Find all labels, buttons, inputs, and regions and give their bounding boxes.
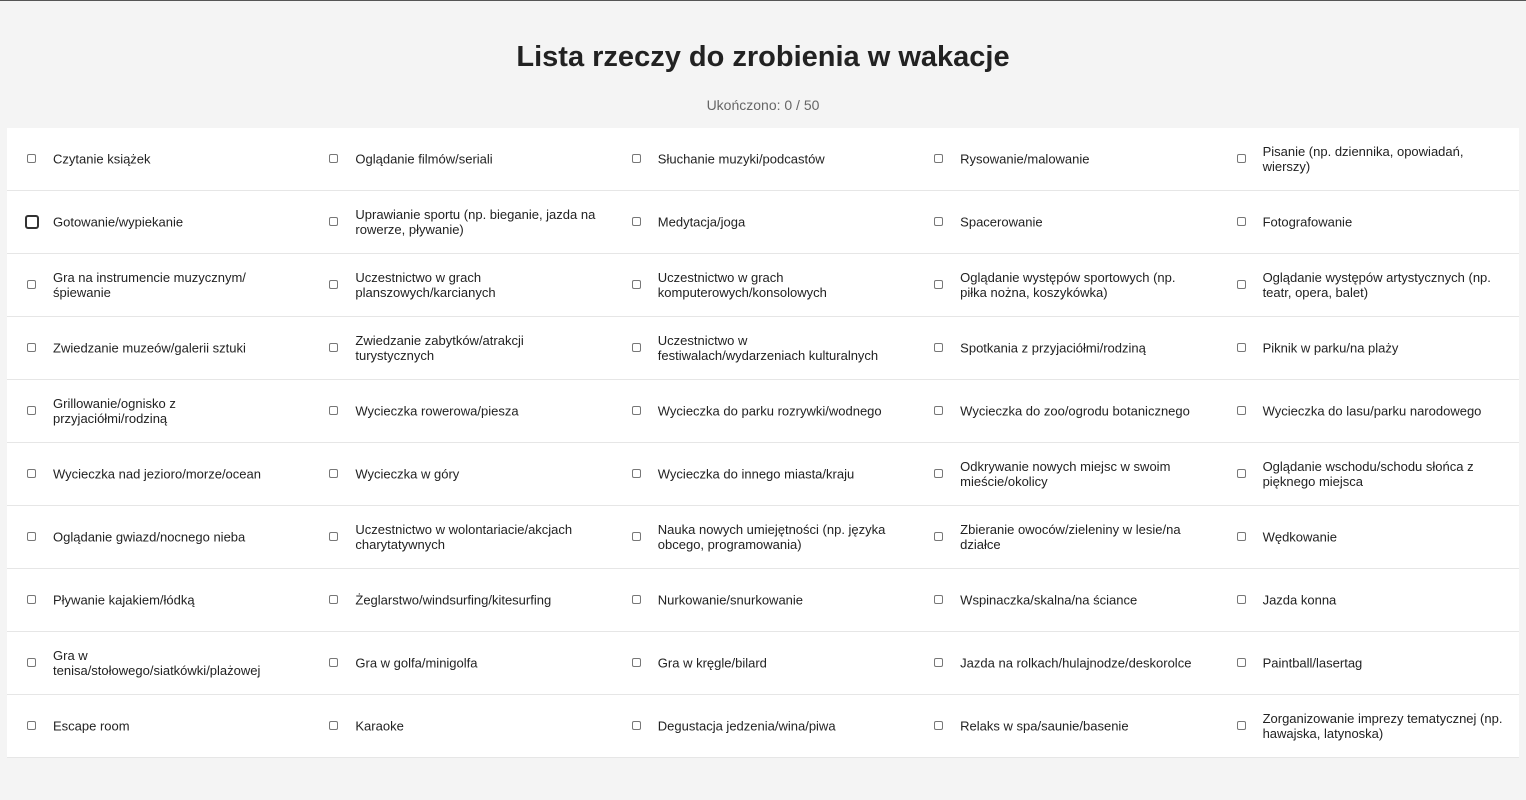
checkbox[interactable] [25,215,39,229]
list-item[interactable] [309,380,611,442]
table-row [7,128,1519,191]
list-item[interactable] [1217,695,1519,757]
checkbox[interactable] [329,217,338,226]
progress-counter: Ukończono: 0 / 50 [706,97,820,113]
table-row [7,632,1519,695]
checkbox[interactable] [1237,469,1246,478]
list-item[interactable] [914,191,1216,253]
list-item[interactable] [309,695,611,757]
checkbox[interactable] [632,721,641,730]
list-item[interactable] [7,380,309,442]
list-item[interactable] [612,443,914,505]
list-item-label: Wędkowanie [1262,529,1337,545]
list-item[interactable] [1217,317,1519,379]
checkbox[interactable] [329,658,338,667]
list-item-label: Nauka nowych umiejętności (np. języka obcego, programowania) [657,522,886,552]
list-item-label: Wycieczka rowerowa/piesza [355,403,519,419]
list-item-label: Odkrywanie nowych miejsc w swoim mieście/okolicy [960,459,1171,489]
list-item-label: Gra w kręgle/bilard [657,655,767,671]
list-item[interactable] [7,128,309,190]
checkbox[interactable] [329,469,338,478]
checkbox[interactable] [632,343,641,352]
checkbox[interactable] [1237,721,1246,730]
list-item[interactable] [914,254,1216,316]
checkbox[interactable] [934,469,943,478]
list-item[interactable] [309,317,611,379]
list-item[interactable] [1217,254,1519,316]
list-item[interactable] [309,191,611,253]
checkbox[interactable] [329,595,338,604]
list-item[interactable] [612,569,914,631]
checkbox[interactable] [632,469,641,478]
table-row [7,380,1519,443]
list-item-label: Pisanie (np. dziennika, opowiadań, wierszy) [1262,144,1464,174]
list-item-label: Medytacja/joga [657,214,746,230]
checkbox[interactable] [1237,154,1246,163]
list-item-label: Wycieczka do zoo/ogrodu botanicznego [960,403,1190,419]
checkbox[interactable] [1237,532,1246,541]
checkbox[interactable] [329,343,338,352]
list-item-label: Żeglarstwo/windsurfing/kitesurfing [355,592,552,608]
checkbox[interactable] [632,658,641,667]
list-item-label: Zorganizowanie imprezy tematycznej (np. hawajska, latynoska) [1262,711,1503,741]
table-row [7,443,1519,506]
list-item[interactable] [1217,443,1519,505]
list-item-label: Spotkania z przyjaciółmi/rodziną [960,340,1146,356]
list-item[interactable] [1217,632,1519,694]
list-item[interactable] [7,317,309,379]
list-item-label: Uprawianie sportu (np. bieganie, jazda na rowerze, pływanie) [355,207,596,237]
list-item-label: Wycieczka do parku rozrywki/wodnego [657,403,882,419]
list-item-label: Czytanie książek [53,151,151,167]
list-item[interactable] [914,443,1216,505]
checkbox[interactable] [1237,406,1246,415]
checkbox[interactable] [27,532,36,541]
checkbox[interactable] [934,280,943,289]
list-item-label: Jazda konna [1262,592,1337,608]
list-item-label: Paintball/lasertag [1262,655,1363,671]
list-item-label: Wycieczka nad jezioro/morze/ocean [53,466,261,482]
list-item[interactable] [914,695,1216,757]
table-row [7,191,1519,254]
list-item[interactable] [914,128,1216,190]
list-item-label: Piknik w parku/na plaży [1262,340,1399,356]
list-item-label: Uczestnictwo w festiwalach/wydarzeniach kulturalnych [657,333,879,363]
page-title: Lista rzeczy do zrobienia w wakacje [516,41,1010,73]
list-item[interactable] [612,380,914,442]
list-item[interactable] [309,443,611,505]
list-item[interactable] [1217,506,1519,568]
todo-list [7,128,1519,758]
checkbox[interactable] [1237,280,1246,289]
list-item-label: Wycieczka do innego miasta/kraju [657,466,855,482]
list-item-label: Oglądanie wschodu/schodu słońca z pięknego miejsca [1262,459,1474,489]
checkbox[interactable] [1237,658,1246,667]
list-item[interactable] [7,569,309,631]
checkbox[interactable] [632,595,641,604]
list-item[interactable] [914,569,1216,631]
list-item-label: Wycieczka w góry [355,466,460,482]
checkbox[interactable] [27,154,36,163]
list-item-label: Uczestnictwo w grach komputerowych/konsolowych [657,270,827,300]
list-item-label: Wycieczka do lasu/parku narodowego [1262,403,1482,419]
table-row [7,317,1519,380]
list-item-label: Jazda na rolkach/hulajnodze/deskorolce [960,655,1192,671]
list-item-label: Spacerowanie [960,214,1043,230]
checkbox[interactable] [934,532,943,541]
list-item-label: Zwiedzanie muzeów/galerii sztuki [53,340,246,356]
list-item-label: Nurkowanie/snurkowanie [657,592,804,608]
list-item[interactable] [7,254,309,316]
list-item[interactable] [7,632,309,694]
list-item[interactable] [7,191,309,253]
list-item[interactable] [612,254,914,316]
checkbox[interactable] [632,280,641,289]
table-row [7,569,1519,632]
list-item-label: Gra w golfa/minigolfa [355,655,478,671]
list-item-label: Oglądanie filmów/seriali [355,151,493,167]
checkbox[interactable] [329,406,338,415]
checkbox[interactable] [27,721,36,730]
list-item-label: Gotowanie/wypiekanie [53,214,184,230]
list-item[interactable] [309,506,611,568]
list-item-label: Zwiedzanie zabytków/atrakcji turystycznych [355,333,524,363]
list-item[interactable] [914,506,1216,568]
list-item-label: Oglądanie gwiazd/nocnego nieba [53,529,246,545]
checkbox[interactable] [329,154,338,163]
checkbox[interactable] [27,343,36,352]
list-item[interactable] [914,317,1216,379]
list-item-label: Uczestnictwo w grach planszowych/karcianych [355,270,496,300]
list-item-label: Wspinaczka/skalna/na ściance [960,592,1138,608]
checkbox[interactable] [27,595,36,604]
list-item[interactable] [1217,380,1519,442]
list-item-label: Uczestnictwo w wolontariacie/akcjach charytatywnych [355,522,573,552]
checkbox[interactable] [934,595,943,604]
list-item[interactable] [914,632,1216,694]
list-item-label: Zbieranie owoców/zieleniny w lesie/na działce [960,522,1181,552]
list-item[interactable] [1217,191,1519,253]
checkbox[interactable] [934,406,943,415]
checkbox[interactable] [632,532,641,541]
checkbox[interactable] [934,721,943,730]
list-item-label: Fotografowanie [1262,214,1353,230]
list-item[interactable] [309,128,611,190]
list-item-label: Pływanie kajakiem/łódką [53,592,195,608]
list-item-label: Oglądanie występów artystycznych (np. teatr, opera, balet) [1262,270,1491,300]
list-item-label: Oglądanie występów sportowych (np. piłka nożna, koszykówka) [960,270,1176,300]
list-item[interactable] [612,632,914,694]
checkbox[interactable] [27,469,36,478]
checkbox[interactable] [27,406,36,415]
list-item[interactable] [7,443,309,505]
table-row [7,254,1519,317]
list-item-label: Gra na instrumencie muzycznym/ śpiewanie [53,270,246,300]
list-item[interactable] [1217,569,1519,631]
checkbox[interactable] [934,154,943,163]
list-item-label: Rysowanie/malowanie [960,151,1090,167]
checkbox[interactable] [934,217,943,226]
list-item-label: Słuchanie muzyki/podcastów [657,151,825,167]
list-item-label: Gra w tenisa/stołowego/siatkówki/plażowej [53,648,261,678]
list-item-label: Relaks w spa/saunie/basenie [960,718,1129,734]
checkbox[interactable] [934,343,943,352]
table-row [7,695,1519,758]
list-item[interactable] [1217,128,1519,190]
checkbox[interactable] [632,406,641,415]
checkbox[interactable] [1237,217,1246,226]
list-item[interactable] [612,128,914,190]
list-item[interactable] [309,569,611,631]
list-item[interactable] [309,254,611,316]
list-item[interactable] [7,695,309,757]
list-item[interactable] [612,506,914,568]
checkbox[interactable] [329,721,338,730]
checkbox[interactable] [632,154,641,163]
list-item-label: Grillowanie/ognisko z przyjaciółmi/rodziną [53,396,176,426]
checkbox[interactable] [934,658,943,667]
checkbox[interactable] [27,658,36,667]
list-item[interactable] [612,317,914,379]
checkbox[interactable] [329,280,338,289]
list-item[interactable] [7,506,309,568]
list-item[interactable] [612,695,914,757]
checkbox[interactable] [632,217,641,226]
checkbox[interactable] [1237,595,1246,604]
list-item-label: Degustacja jedzenia/wina/piwa [657,718,836,734]
list-item[interactable] [612,191,914,253]
list-item[interactable] [914,380,1216,442]
list-item-label: Escape room [53,718,130,734]
checkbox[interactable] [27,280,36,289]
checkbox[interactable] [329,532,338,541]
list-item[interactable] [309,632,611,694]
table-row [7,506,1519,569]
checkbox[interactable] [1237,343,1246,352]
list-item-label: Karaoke [355,718,404,734]
